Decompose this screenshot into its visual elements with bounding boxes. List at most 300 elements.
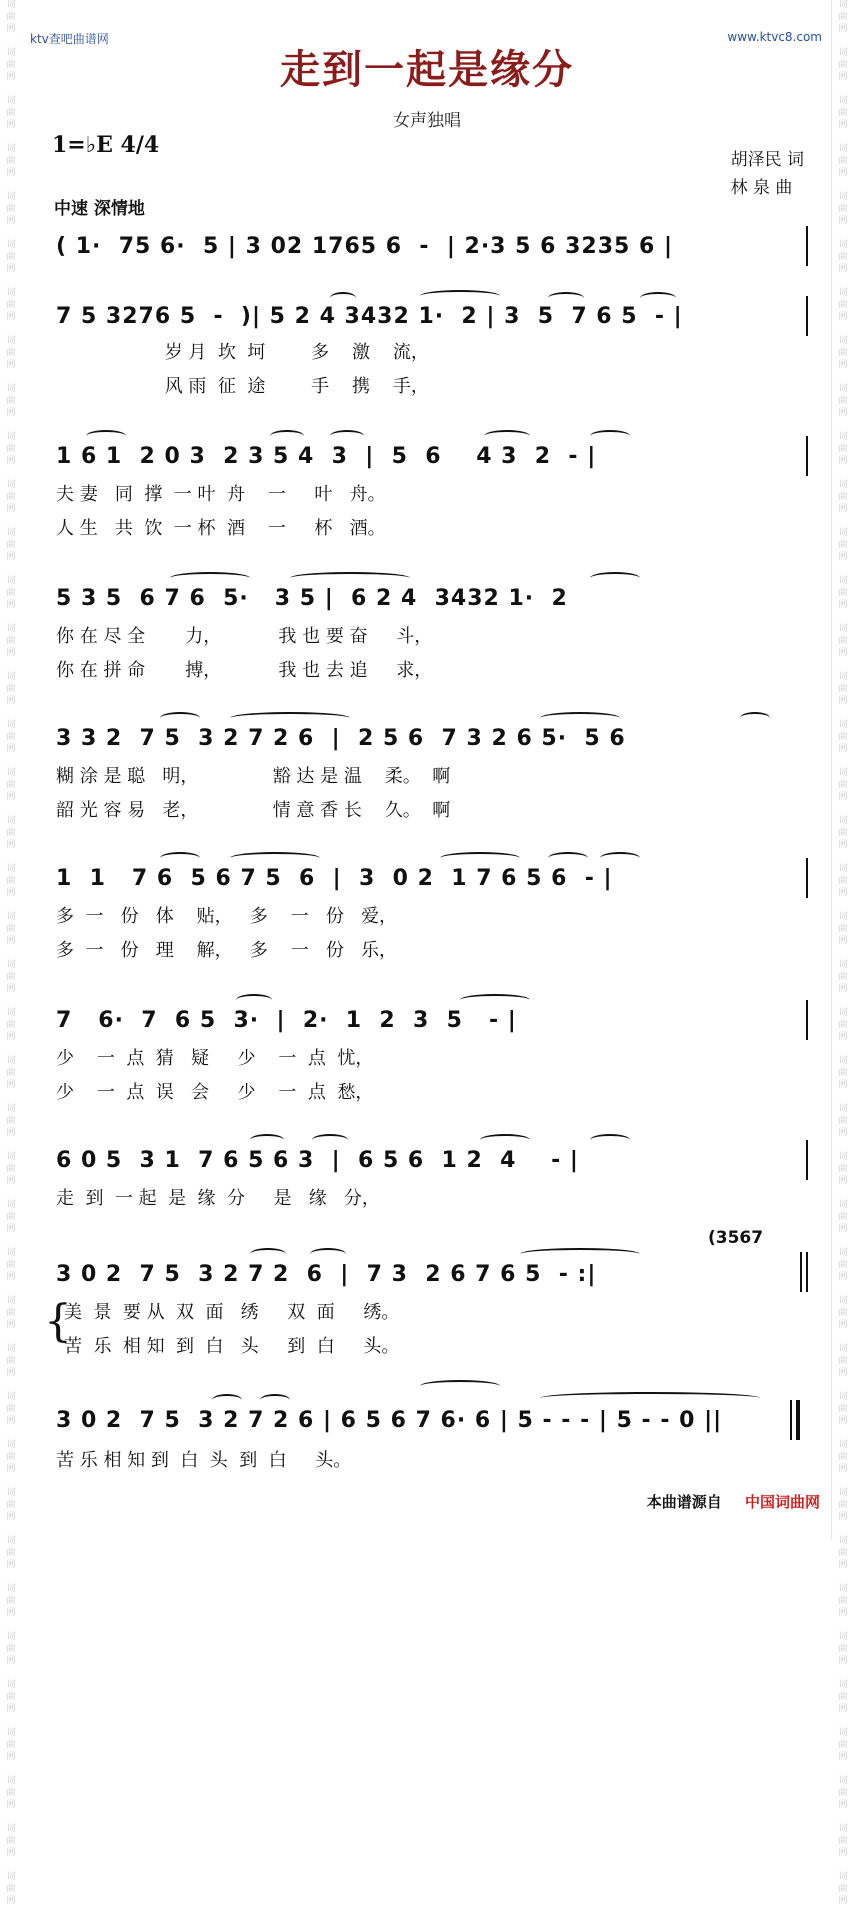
- watermark-char: 曲: [6, 1164, 16, 1174]
- watermark-char: 曲: [838, 60, 848, 70]
- watermark-gap: [842, 1812, 845, 1822]
- watermark-char: 词: [6, 1296, 16, 1306]
- barline: [806, 296, 808, 336]
- watermark-char: 词: [838, 384, 848, 394]
- watermark-char: 曲: [838, 300, 848, 310]
- watermark-char: 网: [6, 1560, 16, 1570]
- watermark-char: 曲: [838, 588, 848, 598]
- watermark-char: 曲: [6, 1308, 16, 1318]
- watermark-char: 曲: [838, 348, 848, 358]
- watermark-char: 词: [6, 1200, 16, 1210]
- watermark-char: 词: [838, 0, 848, 10]
- source-label: 本曲谱源自: [646, 1493, 722, 1511]
- watermark-char: 曲: [838, 444, 848, 454]
- watermark-char: 曲: [838, 1020, 848, 1030]
- watermark-char: 曲: [838, 1356, 848, 1366]
- watermark-gap: [10, 1524, 13, 1534]
- watermark-char: 曲: [6, 1500, 16, 1510]
- watermark-char: 曲: [838, 1884, 848, 1894]
- watermark-gap: [10, 1620, 13, 1630]
- slur: [520, 1248, 640, 1260]
- watermark-char: 网: [6, 936, 16, 946]
- watermark-char: 词: [838, 432, 848, 442]
- lyric-line-9-verse-2: 苦 乐 相 知 到 白 头 到 白 头。: [64, 1336, 400, 1357]
- watermark-gap: [10, 1332, 13, 1342]
- watermark-gap: [842, 1524, 845, 1534]
- watermark-gap: [10, 1380, 13, 1390]
- watermark-char: 网: [838, 648, 848, 658]
- watermark-gap: [842, 1620, 845, 1630]
- watermark-char: 词: [6, 1392, 16, 1402]
- watermark-char: 词: [6, 1728, 16, 1738]
- watermark-char: 词: [6, 96, 16, 106]
- slur: [640, 292, 676, 304]
- watermark-char: 曲: [838, 1740, 848, 1750]
- watermark-char: 网: [6, 1368, 16, 1378]
- lyric-line-2-verse-2: 风 雨 征 途 手 携 手，: [56, 376, 429, 397]
- watermark-char: 曲: [838, 1260, 848, 1270]
- watermark-gap: [842, 756, 845, 766]
- watermark-char: 网: [6, 1704, 16, 1714]
- lyric-line-7-verse-1: 少 一 点 猜 疑 少 一 点 忧，: [56, 1048, 374, 1069]
- watermark-char: 词: [6, 912, 16, 922]
- watermark-char: 网: [6, 1752, 16, 1762]
- watermark-char: 曲: [6, 1548, 16, 1558]
- slur: [420, 290, 500, 302]
- watermark-char: 网: [6, 72, 16, 82]
- slur: [312, 1134, 348, 1146]
- watermark-gap: [842, 1428, 845, 1438]
- watermark-char: 曲: [838, 252, 848, 262]
- watermark-char: 曲: [838, 684, 848, 694]
- watermark-char: 曲: [838, 876, 848, 886]
- watermark-char: 网: [838, 1464, 848, 1474]
- watermark-char: 词: [6, 1680, 16, 1690]
- watermark-gap: [842, 1476, 845, 1486]
- watermark-char: 网: [6, 552, 16, 562]
- lyric-line-5-verse-2: 韶 光 容 易 老， 情 意 香 长 久。 啊: [56, 800, 451, 821]
- watermark-char: 词: [838, 1872, 848, 1882]
- watermark-char: 词: [6, 0, 16, 10]
- slur: [440, 852, 520, 864]
- watermark-gap: [10, 228, 13, 238]
- watermark-char: 曲: [6, 1644, 16, 1654]
- watermark-char: 曲: [6, 1068, 16, 1078]
- watermark-gap: [10, 564, 13, 574]
- watermark-char: 曲: [6, 1788, 16, 1798]
- watermark-char: 网: [838, 1272, 848, 1282]
- watermark-char: 曲: [6, 156, 16, 166]
- slur: [590, 572, 640, 584]
- watermark-char: 词: [6, 768, 16, 778]
- watermark-gap: [842, 1572, 845, 1582]
- watermark-gap: [842, 516, 845, 526]
- watermark-char: 词: [6, 1056, 16, 1066]
- slur: [330, 292, 356, 304]
- watermark-gap: [842, 1668, 845, 1678]
- watermark-char: 曲: [6, 1212, 16, 1222]
- watermark-char: 词: [838, 960, 848, 970]
- watermark-char: 网: [838, 1656, 848, 1666]
- watermark-char: 曲: [6, 1596, 16, 1606]
- watermark-char: 曲: [838, 156, 848, 166]
- watermark-char: 网: [838, 1128, 848, 1138]
- slur: [330, 430, 364, 442]
- watermark-char: 曲: [838, 972, 848, 982]
- watermark-char: 网: [838, 1512, 848, 1522]
- watermark-gap: [842, 948, 845, 958]
- watermark-char: 曲: [838, 492, 848, 502]
- watermark-char: 网: [838, 1896, 848, 1906]
- watermark-gap: [10, 1188, 13, 1198]
- left-watermark-strip: [0, 0, 22, 1906]
- notes-line-3: 1 6 1 2 0 3 2 3 5 4 3 | 5 6 4 3 2 - |: [56, 444, 597, 469]
- watermark-char: 词: [6, 816, 16, 826]
- watermark-char: 网: [838, 840, 848, 850]
- watermark-gap: [10, 180, 13, 190]
- watermark-char: 词: [838, 1488, 848, 1498]
- watermark-char: 曲: [6, 972, 16, 982]
- slur: [290, 572, 410, 584]
- watermark-char: 网: [838, 984, 848, 994]
- barline: [806, 1140, 808, 1180]
- watermark-char: 网: [838, 696, 848, 706]
- watermark-gap: [10, 756, 13, 766]
- watermark-char: 词: [838, 1776, 848, 1786]
- watermark-char: 词: [838, 1296, 848, 1306]
- watermark-char: 网: [838, 72, 848, 82]
- watermark-char: 词: [838, 1344, 848, 1354]
- watermark-gap: [842, 564, 845, 574]
- watermark-char: 曲: [6, 732, 16, 742]
- watermark-gap: [10, 612, 13, 622]
- watermark-gap: [10, 468, 13, 478]
- watermark-gap: [10, 1428, 13, 1438]
- slur: [420, 1380, 500, 1392]
- watermark-gap: [842, 372, 845, 382]
- watermark-char: 网: [838, 936, 848, 946]
- notes-line-1: ( 1· 75 6· 5 | 3 02 1765 6 - | 2·3 5 6 3235 6 |: [56, 234, 673, 259]
- watermark-char: 网: [6, 456, 16, 466]
- watermark-char: 网: [838, 1416, 848, 1426]
- watermark-gap: [842, 1908, 845, 1918]
- repeat-barline: [806, 1252, 808, 1292]
- watermark-gap: [842, 180, 845, 190]
- slur: [270, 430, 304, 442]
- watermark-char: 网: [838, 456, 848, 466]
- watermark-char: 词: [6, 1872, 16, 1882]
- watermark-char: 网: [838, 216, 848, 226]
- slur: [540, 712, 620, 724]
- slur: [310, 1248, 346, 1260]
- watermark-char: 网: [838, 1176, 848, 1186]
- watermark-char: 词: [838, 1680, 848, 1690]
- watermark-gap: [10, 1044, 13, 1054]
- watermark-gap: [842, 660, 845, 670]
- watermark-char: 词: [838, 1728, 848, 1738]
- watermark-char: 曲: [6, 108, 16, 118]
- watermark-gap: [842, 420, 845, 430]
- watermark-char: 曲: [6, 1740, 16, 1750]
- watermark-gap: [10, 1476, 13, 1486]
- watermark-gap: [10, 660, 13, 670]
- watermark-char: 网: [6, 312, 16, 322]
- slur: [170, 572, 250, 584]
- watermark-gap: [10, 1716, 13, 1726]
- watermark-char: 词: [838, 96, 848, 106]
- watermark-char: 词: [838, 144, 848, 154]
- slur: [260, 1394, 290, 1406]
- watermark-char: 曲: [6, 300, 16, 310]
- watermark-char: 曲: [6, 1020, 16, 1030]
- watermark-char: 曲: [6, 396, 16, 406]
- notes-line-6: 1 1 7 6 5 6 7 5 6 | 3 0 2 1 7 6 5 6 - |: [56, 866, 613, 891]
- watermark-char: 词: [838, 480, 848, 490]
- watermark-char: 网: [6, 840, 16, 850]
- watermark-char: 词: [6, 1488, 16, 1498]
- watermark-gap: [842, 1044, 845, 1054]
- lyric-line-3-verse-1: 夫 妻 同 撑 一 叶 舟 一 叶 舟。: [56, 484, 386, 505]
- slur: [86, 430, 126, 442]
- slur: [250, 1248, 286, 1260]
- watermark-char: 曲: [838, 1068, 848, 1078]
- watermark-char: 网: [6, 648, 16, 658]
- watermark-char: 词: [6, 960, 16, 970]
- watermark-char: 网: [6, 504, 16, 514]
- watermark-char: 网: [6, 408, 16, 418]
- slur: [480, 1134, 530, 1146]
- watermark-char: 网: [6, 888, 16, 898]
- watermark-gap: [842, 276, 845, 286]
- lyric-line-8: 走 到 一 起 是 缘 分 是 缘 分，: [56, 1188, 380, 1209]
- slur: [230, 852, 320, 864]
- watermark-char: 曲: [838, 1596, 848, 1606]
- watermark-char: 网: [6, 1848, 16, 1858]
- slur: [548, 292, 584, 304]
- watermark-char: 网: [6, 1608, 16, 1618]
- slur: [600, 852, 640, 864]
- watermark-char: 词: [6, 864, 16, 874]
- watermark-char: 曲: [6, 348, 16, 358]
- watermark-char: 词: [6, 1824, 16, 1834]
- watermark-char: 曲: [6, 1884, 16, 1894]
- watermark-char: 网: [838, 120, 848, 130]
- watermark-char: 词: [6, 384, 16, 394]
- barline: [806, 436, 808, 476]
- watermark-char: 网: [6, 1656, 16, 1666]
- watermark-char: 网: [6, 168, 16, 178]
- watermark-char: 词: [6, 48, 16, 58]
- watermark-char: 词: [6, 1104, 16, 1114]
- watermark-char: 词: [838, 1584, 848, 1594]
- watermark-char: 曲: [838, 1308, 848, 1318]
- watermark-gap: [842, 612, 845, 622]
- watermark-char: 曲: [838, 1500, 848, 1510]
- barline: [806, 226, 808, 266]
- watermark-char: 词: [6, 624, 16, 634]
- site-watermark-right[interactable]: www.ktvc8.com: [727, 30, 822, 44]
- watermark-gap: [842, 804, 845, 814]
- watermark-char: 网: [6, 1320, 16, 1330]
- watermark-char: 曲: [838, 1644, 848, 1654]
- watermark-gap: [10, 1572, 13, 1582]
- watermark-char: 词: [838, 1536, 848, 1546]
- slur: [590, 1134, 630, 1146]
- watermark-char: 词: [6, 192, 16, 202]
- watermark-char: 曲: [6, 1452, 16, 1462]
- slur: [230, 712, 350, 724]
- watermark-char: 曲: [6, 492, 16, 502]
- watermark-gap: [10, 804, 13, 814]
- notes-line-10: 3 0 2 7 5 3 2 7 2 6 | 6 5 6 7 6· 6 | 5 - - - | 5 - - 0 ||: [56, 1408, 723, 1433]
- watermark-char: 曲: [838, 1788, 848, 1798]
- slur: [484, 430, 530, 442]
- watermark-char: 词: [6, 144, 16, 154]
- watermark-char: 网: [838, 1752, 848, 1762]
- watermark-char: 曲: [6, 444, 16, 454]
- watermark-char: 网: [838, 408, 848, 418]
- watermark-char: 词: [6, 1440, 16, 1450]
- watermark-gap: [10, 1764, 13, 1774]
- watermark-gap: [10, 1092, 13, 1102]
- watermark-gap: [842, 1284, 845, 1294]
- watermark-char: 词: [838, 1632, 848, 1642]
- watermark-char: 网: [6, 1080, 16, 1090]
- watermark-gap: [842, 996, 845, 1006]
- watermark-char: 词: [838, 1104, 848, 1114]
- watermark-char: 词: [838, 1392, 848, 1402]
- watermark-char: 曲: [838, 204, 848, 214]
- slur: [540, 1392, 760, 1404]
- slur: [160, 712, 200, 724]
- watermark-gap: [842, 852, 845, 862]
- watermark-char: 词: [6, 432, 16, 442]
- watermark-char: 词: [838, 720, 848, 730]
- lyric-line-4-verse-2: 你 在 拼 命 搏， 我 也 去 追 求，: [56, 660, 433, 681]
- watermark-char: 词: [6, 480, 16, 490]
- watermark-char: 曲: [6, 252, 16, 262]
- watermark-char: 曲: [6, 1356, 16, 1366]
- watermark-gap: [10, 372, 13, 382]
- watermark-gap: [10, 996, 13, 1006]
- watermark-char: 词: [6, 528, 16, 538]
- watermark-char: 曲: [6, 204, 16, 214]
- watermark-char: 网: [6, 1032, 16, 1042]
- watermark-gap: [842, 1332, 845, 1342]
- watermark-char: 网: [6, 1512, 16, 1522]
- watermark-gap: [842, 900, 845, 910]
- watermark-gap: [10, 1284, 13, 1294]
- watermark-char: 网: [838, 1560, 848, 1570]
- watermark-char: 词: [838, 336, 848, 346]
- watermark-char: 词: [6, 1776, 16, 1786]
- barline: [806, 858, 808, 898]
- slur: [740, 712, 770, 724]
- watermark-char: 网: [6, 696, 16, 706]
- notes-line-2: 7 5 3276 5 - )| 5 2 4 3432 1· 2 | 3 5 7 6 5 - |: [56, 304, 683, 329]
- watermark-char: 词: [838, 672, 848, 682]
- watermark-char: 曲: [6, 780, 16, 790]
- watermark-char: 网: [838, 1800, 848, 1810]
- watermark-char: 曲: [838, 780, 848, 790]
- watermark-char: 词: [838, 1152, 848, 1162]
- barline: [806, 1000, 808, 1040]
- watermark-char: 曲: [838, 1692, 848, 1702]
- watermark-char: 网: [838, 1032, 848, 1042]
- watermark-char: 网: [838, 552, 848, 562]
- notes-line-7: 7 6· 7 6 5 3· | 2· 1 2 3 5 - |: [56, 1008, 517, 1033]
- aside-notes: (3567: [708, 1228, 764, 1248]
- watermark-char: 词: [838, 48, 848, 58]
- watermark-char: 网: [6, 1128, 16, 1138]
- watermark-gap: [842, 228, 845, 238]
- watermark-gap: [842, 1716, 845, 1726]
- watermark-char: 曲: [6, 924, 16, 934]
- lyric-line-9-verse-1: 美 景 要 从 双 面 绣 双 面 绣。: [64, 1302, 400, 1323]
- watermark-char: 曲: [6, 588, 16, 598]
- watermark-char: 网: [838, 24, 848, 34]
- watermark-char: 网: [6, 1272, 16, 1282]
- watermark-gap: [10, 1668, 13, 1678]
- watermark-char: 曲: [838, 924, 848, 934]
- slur: [590, 430, 630, 442]
- watermark-char: 词: [838, 912, 848, 922]
- watermark-gap: [10, 1812, 13, 1822]
- watermark-char: 词: [6, 672, 16, 682]
- watermark-char: 词: [838, 624, 848, 634]
- watermark-char: 词: [6, 336, 16, 346]
- watermark-gap: [10, 708, 13, 718]
- watermark-char: 网: [838, 1704, 848, 1714]
- watermark-char: 词: [838, 240, 848, 250]
- watermark-gap: [10, 132, 13, 142]
- verse-brace: {: [44, 1296, 72, 1347]
- watermark-char: 网: [6, 360, 16, 370]
- watermark-char: 网: [6, 264, 16, 274]
- watermark-gap: [10, 900, 13, 910]
- site-watermark-left[interactable]: ktv查吧曲谱网: [30, 32, 109, 46]
- watermark-char: 词: [6, 1008, 16, 1018]
- watermark-char: 曲: [838, 1452, 848, 1462]
- watermark-char: 曲: [838, 1404, 848, 1414]
- slur: [460, 994, 530, 1006]
- source-site-link[interactable]: 中国词曲网: [744, 1493, 820, 1511]
- watermark-gap: [842, 1140, 845, 1150]
- watermark-char: 词: [6, 1152, 16, 1162]
- composer: 林 泉 曲: [730, 178, 793, 198]
- watermark-char: 词: [6, 576, 16, 586]
- watermark-char: 网: [6, 744, 16, 754]
- watermark-char: 词: [838, 1440, 848, 1450]
- watermark-char: 曲: [838, 540, 848, 550]
- tempo-marking: 中速 深情地: [54, 199, 145, 219]
- watermark-gap: [842, 468, 845, 478]
- watermark-char: 词: [838, 864, 848, 874]
- watermark-gap: [10, 516, 13, 526]
- watermark-char: 曲: [838, 636, 848, 646]
- watermark-char: 网: [838, 1608, 848, 1618]
- watermark-char: 网: [838, 600, 848, 610]
- watermark-char: 词: [6, 1536, 16, 1546]
- watermark-char: 网: [838, 1224, 848, 1234]
- source-credit: [647, 1491, 820, 1512]
- watermark-char: 曲: [6, 828, 16, 838]
- lyric-line-6-verse-1: 多 一 份 体 贴， 多 一 份 爱，: [56, 906, 398, 927]
- watermark-char: 网: [6, 216, 16, 226]
- watermark-char: 网: [838, 504, 848, 514]
- watermark-char: 曲: [838, 1212, 848, 1222]
- watermark-char: 词: [6, 720, 16, 730]
